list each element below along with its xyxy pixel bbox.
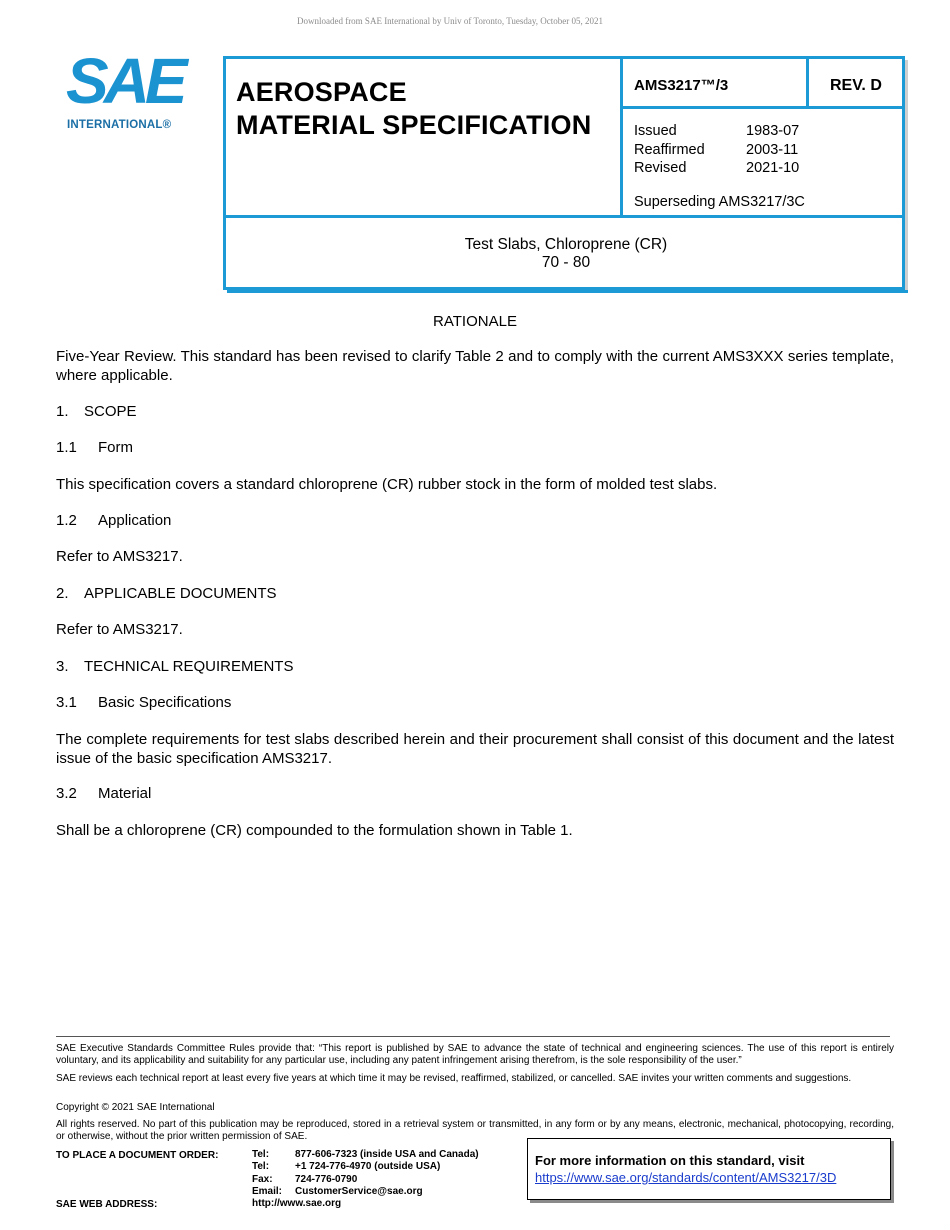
section-heading-technical-requirements — [56, 658, 293, 675]
footer-rule — [56, 1036, 890, 1037]
applicable-documents-text: Refer to AMS3217. — [56, 621, 183, 638]
contact-key: Email: — [252, 1185, 283, 1197]
section-heading-basic-specifications — [56, 694, 231, 711]
section-title: TECHNICAL REQUIREMENTS — [84, 658, 294, 675]
title-line: MATERIAL SPECIFICATION — [236, 110, 592, 140]
section-heading-applicable-documents — [56, 585, 277, 602]
header-divider — [806, 56, 809, 108]
section-heading-scope — [56, 403, 137, 420]
contact-row — [252, 1174, 479, 1186]
contact-key: Tel: — [252, 1149, 270, 1160]
contact-value[interactable]: 724-776-0790 — [295, 1173, 358, 1185]
section-title: APPLICABLE DOCUMENTS — [84, 585, 277, 602]
web-address-label: SAE WEB ADDRESS: — [56, 1199, 158, 1210]
rationale-text: Five-Year Review. This standard has been revised to clarify Table 2 and to comply with the current AMS3XXX series template, where applicable. — [56, 348, 894, 384]
date-value: 2021-10 — [746, 160, 800, 176]
document-number: AMS3217™/3 — [634, 77, 729, 94]
header-divider — [620, 106, 905, 109]
date-row — [634, 122, 799, 141]
section-number: 2. — [56, 585, 69, 602]
subject-line: 70 - 80 — [541, 254, 591, 271]
section-number: 1.1 — [56, 439, 77, 456]
section-title: Basic Specifications — [98, 694, 232, 711]
superseding-note: Superseding AMS3217/3C — [634, 194, 805, 210]
document-dates — [634, 122, 799, 178]
date-label: Issued — [634, 123, 677, 139]
material-text: Shall be a chloroprene (CR) compounded to the formulation shown in Table 1. — [56, 822, 573, 839]
section-title: SCOPE — [84, 403, 137, 420]
contact-value[interactable]: +1 724-776-4970 (outside USA) — [295, 1161, 441, 1173]
date-value: 1983-07 — [746, 123, 800, 139]
sae-logo — [66, 45, 190, 136]
review-text: SAE reviews each technical report at least every five years at which time it may be revised, reaffirmed, stabilized, or cancelled. SAE invites your written comments and suggestions. — [56, 1073, 852, 1084]
more-info-title: For more information on this standard, visit — [535, 1153, 805, 1168]
date-label: Revised — [634, 160, 687, 176]
standard-link[interactable]: https://www.sae.org/standards/content/AMS3217/3D — [535, 1170, 837, 1185]
contact-key: Tel: — [252, 1161, 270, 1173]
rationale-heading: RATIONALE — [433, 313, 517, 330]
contact-row — [252, 1149, 479, 1161]
contact-row — [252, 1161, 479, 1173]
section-title: Form — [98, 439, 133, 456]
section-title: Application — [98, 512, 172, 529]
date-label: Reaffirmed — [634, 141, 705, 158]
contact-list — [252, 1149, 479, 1210]
logo-wordmark: SAE — [66, 45, 183, 117]
date-row — [634, 159, 799, 178]
contact-row — [252, 1186, 479, 1198]
section-heading-application — [56, 512, 171, 529]
copyright-text: Copyright © 2021 SAE International — [56, 1102, 215, 1113]
header-divider — [620, 56, 623, 218]
rights-text: All rights reserved. No part of this publication may be reproduced, stored in a retrieval system or transmitted, in any form or by any means, electronic, mechanical, photocopying, recording, or otherwise, without the prior written permission of SAE. — [56, 1119, 894, 1142]
document-subject — [226, 236, 906, 272]
download-note: Downloaded from SAE International by Univ of Toronto, Tuesday, October 05, 2021 — [296, 16, 604, 26]
header-divider — [223, 215, 905, 218]
logo-subtitle: INTERNATIONAL® — [67, 119, 172, 131]
date-row — [634, 141, 799, 160]
basic-specifications-text: The complete requirements for test slabs described herein and their procurement shall consist of this document and the latest issue of the basic specification AMS3217. — [56, 731, 894, 767]
section-number: 3. — [56, 658, 69, 675]
section-number: 1.2 — [56, 512, 77, 529]
date-value: 2003-11 — [746, 141, 799, 158]
section-heading-material — [56, 785, 151, 802]
title-line: AEROSPACE — [236, 77, 407, 107]
contact-value[interactable]: 877-606-7323 (inside USA and Canada) — [295, 1149, 479, 1160]
section-number: 3.2 — [56, 785, 77, 802]
web-address[interactable]: http://www.sae.org — [252, 1198, 342, 1210]
contact-key: Fax: — [252, 1173, 273, 1185]
revision-label: REV. D — [830, 77, 882, 94]
section-number: 3.1 — [56, 694, 77, 711]
more-info-box — [527, 1138, 891, 1200]
application-text: Refer to AMS3217. — [56, 548, 183, 565]
contact-value[interactable]: CustomerService@sae.org — [295, 1185, 423, 1197]
form-text: This specification covers a standard chloroprene (CR) rubber stock in the form of molded test slabs. — [56, 476, 718, 493]
order-label: TO PLACE A DOCUMENT ORDER: — [56, 1150, 219, 1161]
section-heading-form — [56, 439, 133, 456]
section-title: Material — [98, 785, 152, 802]
document-type-title — [236, 76, 591, 142]
header-border-bottom — [227, 290, 908, 293]
section-number: 1. — [56, 403, 69, 420]
committee-rules-text: SAE Executive Standards Committee Rules provide that: “This report is published by SAE to advance the state of technical and engineering sciences. The use of this report is entirely voluntary, and its applicability and suitability for any particular use, including any patent infringement arising therefrom, is the sole responsibility of the user.” — [56, 1043, 894, 1066]
subject-line: Test Slabs, Chloroprene (CR) — [464, 236, 668, 253]
